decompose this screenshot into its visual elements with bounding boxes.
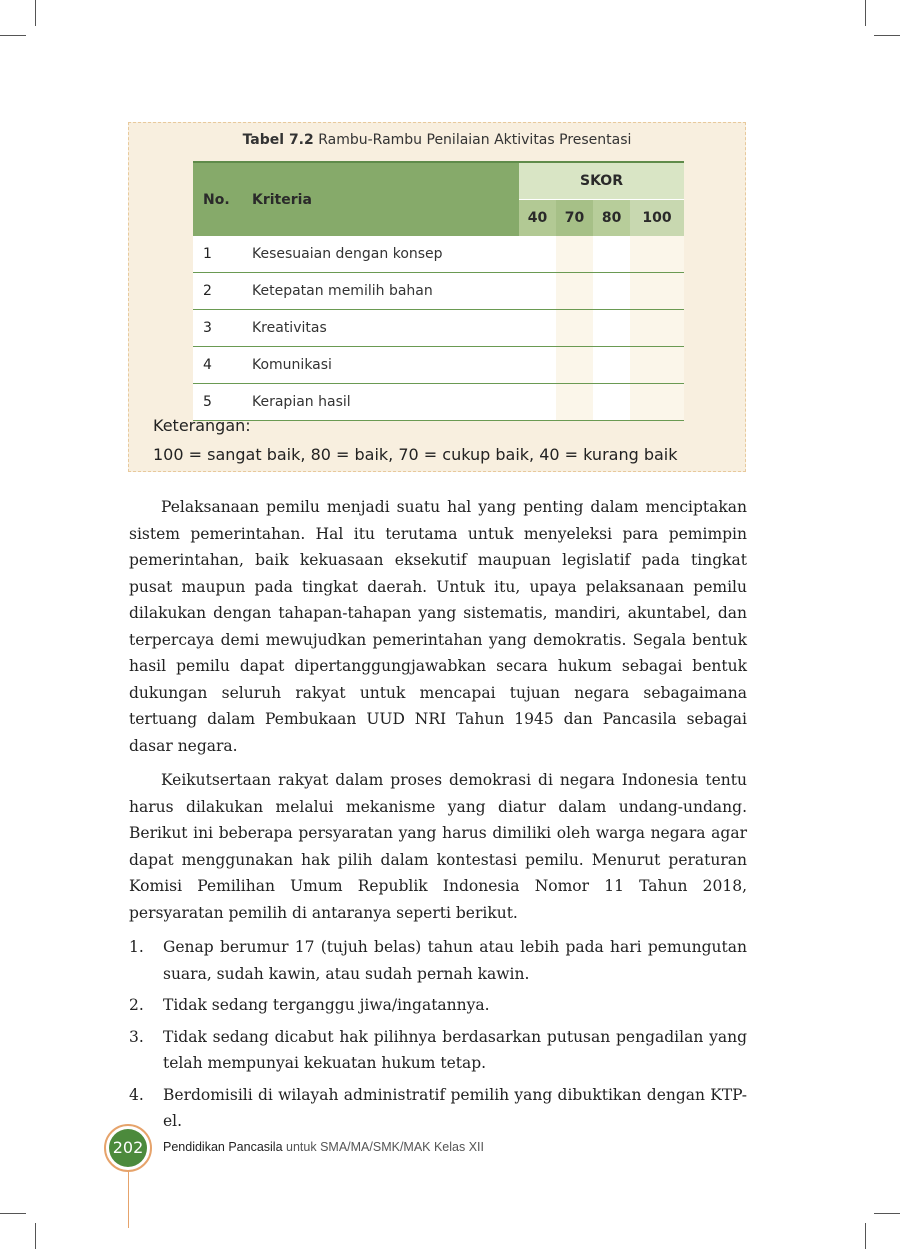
score-cell[interactable] bbox=[630, 310, 684, 347]
header-score-40: 40 bbox=[519, 200, 556, 237]
header-score-80: 80 bbox=[593, 200, 630, 237]
crop-mark bbox=[874, 1213, 900, 1214]
crop-mark bbox=[35, 0, 36, 26]
score-cell[interactable] bbox=[630, 236, 684, 273]
crop-mark bbox=[865, 0, 866, 26]
row-criteria: Kreativitas bbox=[242, 310, 519, 347]
footer-line bbox=[128, 1168, 129, 1228]
list-item-text: Tidak sedang dicabut hak pilihnya berdasarkan putusan pengadilan yang telah mempunyai kekuatan hukum tetap. bbox=[163, 1027, 747, 1072]
assessment-table-box bbox=[128, 122, 746, 472]
notes-title: Keterangan: bbox=[153, 416, 251, 435]
header-no: No. bbox=[193, 162, 242, 236]
score-cell[interactable] bbox=[593, 347, 630, 384]
list-item-text: Genap berumur 17 (tujuh belas) tahun atau lebih pada hari pemungutan suara, sudah kawin, atau sudah pernah kawin. bbox=[163, 938, 747, 983]
list-item bbox=[129, 934, 747, 987]
crop-mark bbox=[35, 1223, 36, 1249]
crop-mark bbox=[874, 35, 900, 36]
score-cell[interactable] bbox=[593, 236, 630, 273]
score-cell[interactable] bbox=[630, 347, 684, 384]
list-item-number: 4. bbox=[129, 1085, 144, 1104]
crop-mark bbox=[0, 35, 26, 36]
book-subtitle: untuk SMA/MA/SMK/MAK Kelas XII bbox=[286, 1140, 484, 1154]
score-cell[interactable] bbox=[556, 273, 593, 310]
crop-mark bbox=[0, 1213, 26, 1214]
list-item-number: 1. bbox=[129, 938, 144, 956]
score-cell[interactable] bbox=[556, 310, 593, 347]
row-criteria: Kesesuaian dengan konsep bbox=[242, 236, 519, 273]
paragraph: Keikutsertaan rakyat dalam proses demokrasi di negara Indonesia tentu harus dilakukan melalui mekanisme yang diatur dalam undang-undang. Berikut ini beberapa persyaratan yang harus dimiliki oleh warga negara agar dapat menggunakan hak pilih dalam kontestasi pemilu. Menurut peraturan Komisi Pemilihan Umum Republik Indonesia Nomor 11 Tahun 2018, persyaratan pemilih di antaranya seperti berikut. bbox=[129, 771, 747, 922]
score-cell[interactable] bbox=[519, 273, 556, 310]
table-row bbox=[193, 347, 684, 384]
table-row bbox=[193, 236, 684, 273]
score-cell[interactable] bbox=[556, 347, 593, 384]
score-cell[interactable] bbox=[556, 236, 593, 273]
crop-mark bbox=[865, 1223, 866, 1249]
header-criteria: Kriteria bbox=[242, 162, 519, 236]
header-score-70: 70 bbox=[556, 200, 593, 237]
paragraph: Pelaksanaan pemilu menjadi suatu hal yang penting dalam menciptakan sistem pemerintahan. Hal itu terutama untuk menyeleksi para pemimpin pemerintahan, baik kekuasaan eksekutif maupuan legislatif pada tingkat pusat maupun pada tingkat daerah. Untuk itu, upaya pelaksanaan pemilu dilakukan dengan tahapan-tahapan yang sistematis, mandiri, akuntabel, dan terpercaya demi mewujudkan pemerintahan yang demokratis. Segala bentuk hasil pemilu dapat dipertanggungjawabkan secara hukum sebagai bentuk dukungan seluruh rakyat untuk mencapai tujuan negara sebagaimana tertuang dalam Pembukaan UUD NRI Tahun 1945 dan Pancasila sebagai dasar negara. bbox=[129, 498, 747, 755]
row-criteria: Kerapian hasil bbox=[242, 384, 519, 421]
footer-book-title bbox=[163, 1140, 484, 1154]
list-item-text: Tidak sedang terganggu jiwa/ingatannya. bbox=[163, 996, 490, 1014]
row-criteria: Komunikasi bbox=[242, 347, 519, 384]
score-cell[interactable] bbox=[519, 347, 556, 384]
list-item bbox=[129, 992, 747, 1019]
row-number: 4 bbox=[193, 347, 242, 384]
score-cell[interactable] bbox=[593, 310, 630, 347]
page-number-badge bbox=[104, 1124, 152, 1172]
assessment-table bbox=[193, 161, 684, 421]
list-item bbox=[129, 1082, 747, 1135]
table-caption-title: Rambu-Rambu Penilaian Aktivitas Presentasi bbox=[318, 132, 632, 148]
book-title: Pendidikan Pancasila bbox=[163, 1140, 283, 1154]
table-caption bbox=[129, 132, 745, 148]
table-row bbox=[193, 273, 684, 310]
requirements-list bbox=[129, 934, 747, 1135]
list-item bbox=[129, 1024, 747, 1077]
score-cell[interactable] bbox=[593, 273, 630, 310]
list-item-number: 3. bbox=[129, 1027, 144, 1046]
header-score-100: 100 bbox=[630, 200, 684, 237]
score-cell[interactable] bbox=[519, 310, 556, 347]
header-score: SKOR bbox=[519, 162, 684, 200]
table-notes bbox=[153, 411, 678, 469]
list-item-text: Berdomisili di wilayah administratif pemilih yang dibuktikan dengan KTP-el. bbox=[163, 1085, 747, 1130]
list-item-number: 2. bbox=[129, 996, 144, 1014]
table-row bbox=[193, 310, 684, 347]
row-number: 1 bbox=[193, 236, 242, 273]
score-cell[interactable] bbox=[519, 236, 556, 273]
score-cell[interactable] bbox=[630, 273, 684, 310]
row-number: 3 bbox=[193, 310, 242, 347]
row-criteria: Ketepatan memilih bahan bbox=[242, 273, 519, 310]
row-number: 2 bbox=[193, 273, 242, 310]
row-number: 5 bbox=[193, 384, 242, 421]
page-number: 202 bbox=[109, 1129, 147, 1167]
body-text bbox=[129, 494, 747, 1140]
notes-text: 100 = sangat baik, 80 = baik, 70 = cukup baik, 40 = kurang baik bbox=[153, 445, 678, 464]
table-caption-label: Tabel 7.2 bbox=[242, 132, 314, 148]
